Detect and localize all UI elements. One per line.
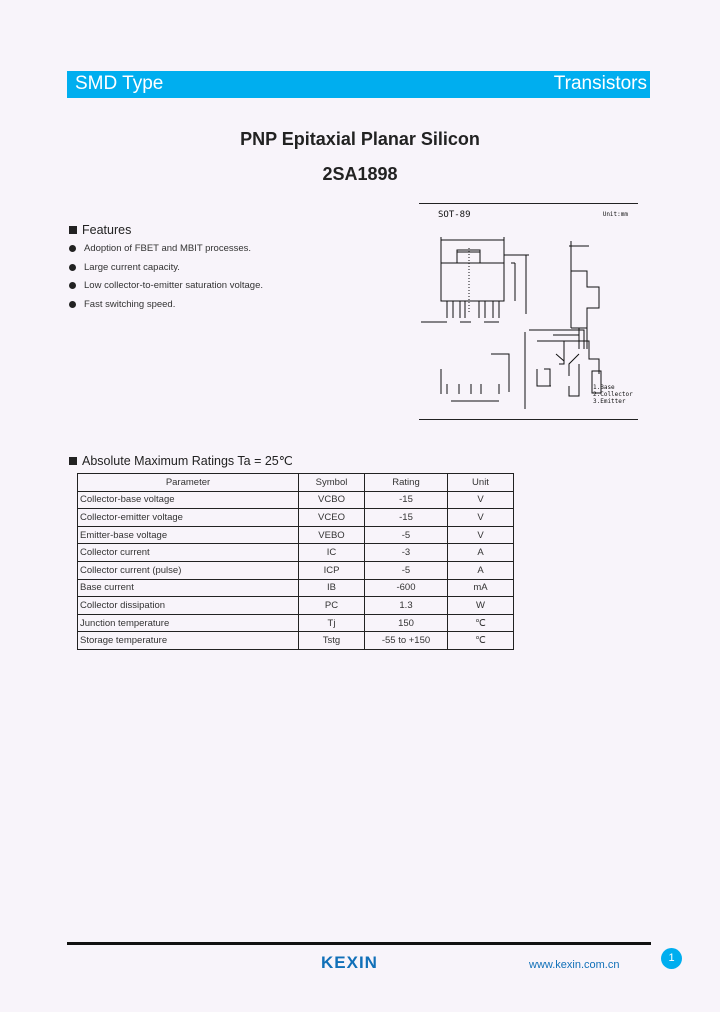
rating-cell: -5 [365, 526, 448, 544]
features-heading-label: Features [82, 223, 132, 237]
rating-cell: -55 to +150 [365, 632, 448, 650]
feature-text: Fast switching speed. [84, 298, 176, 310]
symbol-cell: VCEO [299, 509, 365, 527]
feature-item [69, 261, 263, 280]
table-row [78, 491, 514, 509]
symbol-cell: Tj [299, 614, 365, 632]
parameter-cell: Base current [78, 579, 299, 597]
unit-label: Unit:mm [602, 211, 628, 218]
parameter-cell: Collector dissipation [78, 597, 299, 615]
table-row [78, 544, 514, 562]
pin-3-label: 3.Emitter [593, 398, 626, 405]
header-product-type: Transistors [553, 73, 647, 94]
square-bullet-icon [69, 226, 77, 234]
website-link[interactable]: www.kexin.com.cn [529, 959, 620, 971]
unit-cell: mA [448, 579, 514, 597]
column-header: Symbol [299, 474, 365, 492]
table-row [78, 579, 514, 597]
symbol-cell: IB [299, 579, 365, 597]
header-bar [67, 71, 650, 98]
parameter-cell: Emitter-base voltage [78, 526, 299, 544]
bullet-icon [69, 301, 76, 308]
bullet-icon [69, 282, 76, 289]
ratings-heading [69, 453, 293, 468]
document-title: PNP Epitaxial Planar Silicon [240, 129, 480, 149]
unit-cell: V [448, 526, 514, 544]
parameter-cell: Collector current (pulse) [78, 561, 299, 579]
unit-cell: V [448, 491, 514, 509]
rating-cell: -3 [365, 544, 448, 562]
feature-item [69, 242, 263, 261]
unit-cell: W [448, 597, 514, 615]
page-number-badge: 1 [661, 948, 682, 969]
table-row [78, 561, 514, 579]
table-row [78, 597, 514, 615]
bullet-icon [69, 245, 76, 252]
symbol-cell: Tstg [299, 632, 365, 650]
pin-legend [593, 384, 633, 405]
unit-cell: ℃ [448, 614, 514, 632]
features-list [69, 242, 263, 316]
ratings-table [77, 473, 514, 650]
feature-item [69, 279, 263, 298]
parameter-cell: Collector-base voltage [78, 491, 299, 509]
unit-cell: V [448, 509, 514, 527]
table-row [78, 632, 514, 650]
rating-cell: -600 [365, 579, 448, 597]
bullet-icon [69, 264, 76, 271]
symbol-cell: VCBO [299, 491, 365, 509]
column-header: Unit [448, 474, 514, 492]
symbol-cell: IC [299, 544, 365, 562]
unit-cell: A [448, 561, 514, 579]
package-name: SOT-89 [438, 210, 471, 220]
table-row [78, 526, 514, 544]
symbol-cell: PC [299, 597, 365, 615]
feature-item [69, 298, 263, 317]
footer-divider [67, 942, 651, 945]
symbol-cell: ICP [299, 561, 365, 579]
parameter-cell: Collector current [78, 544, 299, 562]
parameter-cell: Storage temperature [78, 632, 299, 650]
parameter-cell: Junction temperature [78, 614, 299, 632]
rating-cell: -15 [365, 509, 448, 527]
rating-cell: 1.3 [365, 597, 448, 615]
unit-cell: ℃ [448, 632, 514, 650]
feature-text: Low collector-to-emitter saturation voltage. [84, 280, 263, 291]
column-header: Rating [365, 474, 448, 492]
ratings-heading-label: Absolute Maximum Ratings Ta = 25℃ [82, 454, 293, 468]
feature-text: Adoption of FBET and MBIT processes. [84, 243, 252, 254]
unit-cell: A [448, 544, 514, 562]
parameter-cell: Collector-emitter voltage [78, 509, 299, 527]
table-row [78, 509, 514, 527]
square-bullet-icon [69, 457, 77, 465]
header-category: SMD Type [75, 73, 164, 94]
symbol-cell: VEBO [299, 526, 365, 544]
table-row [78, 614, 514, 632]
rating-cell: -5 [365, 561, 448, 579]
table-header-row [78, 474, 514, 492]
pin-2-label: 2.Collector [593, 391, 633, 398]
package-outline-drawing [419, 203, 638, 420]
rating-cell: -15 [365, 491, 448, 509]
column-header: Parameter [78, 474, 299, 492]
rating-cell: 150 [365, 614, 448, 632]
part-number: 2SA1898 [322, 164, 398, 184]
feature-text: Large current capacity. [84, 261, 180, 273]
kexin-logo: KEXIN [321, 953, 378, 972]
pin-1-label: 1.Base [593, 384, 615, 391]
features-heading [69, 223, 131, 237]
